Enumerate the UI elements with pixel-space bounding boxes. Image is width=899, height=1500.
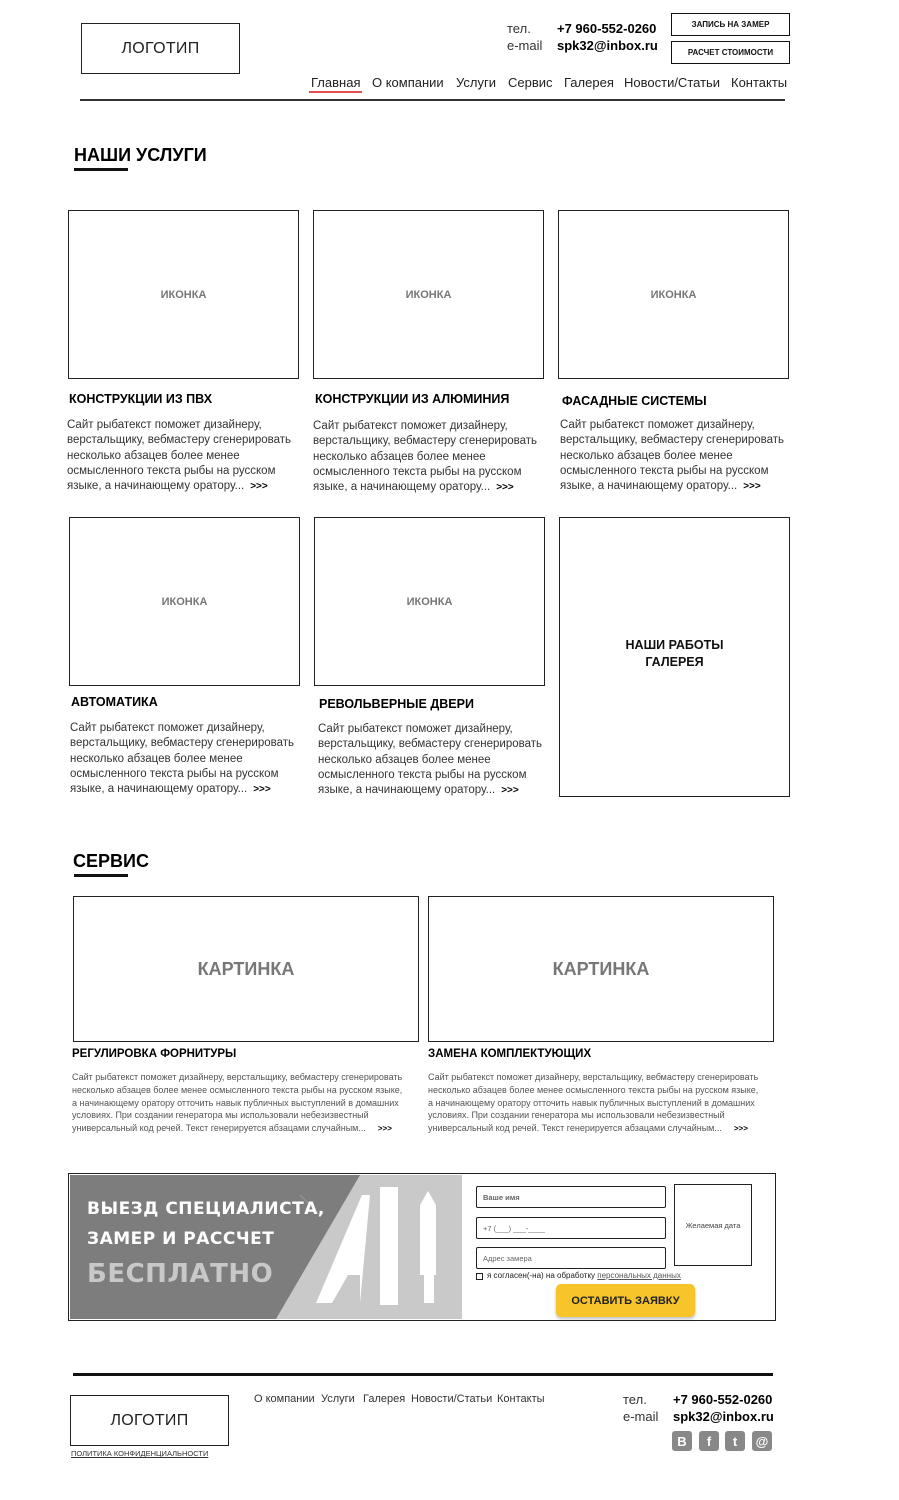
nav-item-services[interactable]: Услуги (456, 75, 496, 90)
service-description: Сайт рыбатекст поможет дизайнеру, верстальщику, вебмастеру сгенерировать несколько абзацев более менее осмысленного текста рыбы на русском языке, а начинающему оратору... (313, 420, 537, 494)
date-picker[interactable] (674, 1184, 752, 1266)
nav-item-gallery[interactable]: Галерея (564, 75, 614, 90)
more-link[interactable]: >>> (743, 481, 761, 493)
nav-active-underline (309, 91, 362, 93)
personal-data-link[interactable]: персональных данных (597, 1271, 681, 1280)
measure-request-button[interactable]: ЗАПИСЬ НА ЗАМЕР (671, 13, 790, 36)
header-logo[interactable] (81, 23, 240, 74)
service-picture-1[interactable] (73, 896, 419, 1042)
promo-line3: БЕСПЛАТНО (87, 1259, 274, 1289)
twitter-icon[interactable]: t (725, 1431, 745, 1451)
footer-email[interactable]: spk32@inbox.ru (673, 1409, 774, 1424)
footer-email-label: e-mail (623, 1409, 659, 1424)
service-text-facade (560, 418, 792, 494)
header-phone[interactable]: +7 960-552-0260 (557, 21, 657, 36)
email-icon[interactable]: @ (752, 1431, 772, 1451)
picture-placeholder-label: КАРТИНКА (552, 958, 650, 979)
phone-input[interactable]: +7 (___) ___-____ (476, 1217, 666, 1239)
nav-item-news[interactable]: Новости/Статьи (624, 75, 721, 90)
footer-nav-services[interactable]: Услуги (321, 1393, 355, 1405)
service-title-pvc[interactable]: КОНСТРУКЦИИ ИЗ ПВХ (69, 392, 213, 406)
gallery-line1: НАШИ РАБОТЫ (625, 637, 724, 652)
service-text-aluminium (313, 419, 545, 495)
logo-text: ЛОГОТИП (110, 1411, 189, 1429)
service-description: Сайт рыбатекст поможет дизайнеру, верстальщику, вебмастеру сгенерировать несколько абзацев более менее осмысленного текста рыбы на русском языке, а начинающему оратору... (67, 419, 291, 493)
more-link[interactable]: >>> (377, 1124, 392, 1134)
facebook-icon[interactable]: f (699, 1431, 719, 1451)
service-title-automation[interactable]: АВТОМАТИКА (71, 695, 158, 709)
nav-item-contacts[interactable]: Контакты (731, 75, 788, 90)
consent-checkbox[interactable] (476, 1273, 483, 1280)
footer-nav-contacts[interactable]: Контакты (497, 1393, 545, 1405)
promo-line1: ВЫЕЗД СПЕЦИАЛИСТА, (87, 1199, 325, 1219)
service-text-pvc (67, 418, 299, 494)
service-icon-pvc[interactable] (68, 210, 299, 379)
services-title: НАШИ УСЛУГИ (74, 145, 207, 165)
nav-item-about[interactable]: О компании (372, 75, 444, 90)
email-label: e-mail (507, 38, 543, 53)
service-icon-revolving-doors[interactable] (314, 517, 545, 686)
gallery-tile[interactable] (559, 517, 790, 797)
service-text-automation (70, 721, 302, 797)
more-link[interactable]: >>> (253, 784, 271, 796)
icon-placeholder-label: ИКОНКА (406, 595, 453, 608)
footer-divider (73, 1373, 773, 1376)
footer-phone-label: тел. (623, 1392, 647, 1407)
picture-placeholder-label: КАРТИНКА (197, 958, 295, 979)
promo-image (70, 1175, 462, 1319)
date-picker-label: Желаемая дата (685, 1220, 741, 1230)
icon-placeholder-label: ИКОНКА (405, 288, 452, 301)
footer-nav-gallery[interactable]: Галерея (363, 1393, 406, 1405)
service-description: Сайт рыбатекст поможет дизайнеру, верстальщику, вебмастеру сгенерировать несколько абзацев более менее осмысленного текста рыбы на русском языке, а начинающему оратору... (318, 723, 542, 797)
consent-label (487, 1271, 681, 1280)
gallery-line2: ГАЛЕРЕЯ (645, 654, 704, 669)
service-item-description: Сайт рыбатекст поможет дизайнеру, верстальщику, вебмастеру сгенерировать несколько абзацев более менее осмысленного текста рыбы на русском языке, а начинающему оратору отточить навык публичных выступлений в домашних условиях. При создании генератора мы использовали небезизвестный универсальный код речей. Текст генерируется абзацами случайным... (72, 1072, 403, 1134)
service-text-revolving-doors (318, 722, 550, 798)
more-link[interactable]: >>> (250, 481, 268, 493)
footer-nav-news[interactable]: Новости/Статьи (411, 1393, 493, 1405)
service-item-title-2[interactable]: ЗАМЕНА КОМПЛЕКТУЮЩИХ (428, 1048, 592, 1060)
address-input[interactable]: Адрес замера (476, 1247, 666, 1269)
logo-text: ЛОГОТИП (121, 39, 200, 57)
service-title-bar (74, 874, 128, 877)
icon-placeholder-label: ИКОНКА (161, 595, 208, 608)
service-icon-facade[interactable] (558, 210, 789, 379)
service-item-description: Сайт рыбатекст поможет дизайнеру, верстальщику, вебмастеру сгенерировать несколько абзацев более менее осмысленного текста рыбы на русском языке, а начинающему оратору отточить навык публичных выступлений в домашних условиях. При создании генератора мы использовали небезизвестный универсальный код речей. Текст генерируется абзацами случайным... (428, 1072, 759, 1134)
service-item-title-1[interactable]: РЕГУЛИРОВКА ФОРНИТУРЫ (72, 1048, 237, 1060)
service-title-facade[interactable]: ФАСАДНЫЕ СИСТЕМЫ (562, 394, 707, 408)
more-link[interactable]: >>> (501, 785, 519, 797)
icon-placeholder-label: ИКОНКА (160, 288, 207, 301)
name-input[interactable]: Ваше имя (476, 1186, 666, 1208)
more-link[interactable]: >>> (733, 1124, 748, 1134)
nav-item-service[interactable]: Сервис (508, 75, 553, 90)
footer-phone[interactable]: +7 960-552-0260 (673, 1392, 773, 1407)
service-description: Сайт рыбатекст поможет дизайнеру, верстальщику, вебмастеру сгенерировать несколько абзацев более менее осмысленного текста рыбы на русском языке, а начинающему оратору... (70, 722, 294, 796)
icon-placeholder-label: ИКОНКА (650, 288, 697, 301)
phone-label: тел. (507, 21, 531, 36)
promo-line2: ЗАМЕР И РАССЧЕТ (87, 1229, 275, 1249)
more-link[interactable]: >>> (496, 482, 514, 494)
service-title-revolving-doors[interactable]: РЕВОЛЬВЕРНЫЕ ДВЕРИ (319, 697, 474, 711)
footer-logo[interactable] (70, 1395, 229, 1446)
header-email[interactable]: spk32@inbox.ru (557, 38, 658, 53)
submit-request-button[interactable]: ОСТАВИТЬ ЗАЯВКУ (556, 1284, 695, 1317)
service-item-text-1 (72, 1071, 406, 1136)
service-picture-2[interactable] (428, 896, 774, 1042)
vk-icon[interactable]: B (672, 1431, 692, 1451)
header-divider (80, 99, 785, 101)
nav-item-home[interactable]: Главная (311, 75, 361, 90)
service-item-text-2 (428, 1071, 762, 1136)
service-icon-aluminium[interactable] (313, 210, 544, 379)
service-icon-automation[interactable] (69, 517, 300, 686)
price-calc-button[interactable]: РАСЧЕТ СТОИМОСТИ (671, 41, 790, 64)
footer-nav-about[interactable]: О компании (254, 1393, 315, 1405)
service-title-aluminium[interactable]: КОНСТРУКЦИИ ИЗ АЛЮМИНИЯ (315, 392, 510, 406)
privacy-policy-link[interactable]: ПОЛИТИКА КОНФИДЕНЦИАЛЬНОСТИ (71, 1449, 209, 1458)
service-section-title: СЕРВИС (73, 851, 149, 871)
services-title-bar (74, 168, 128, 171)
consent-text: я согласен(-на) на обработку (487, 1271, 596, 1280)
service-description: Сайт рыбатекст поможет дизайнеру, верстальщику, вебмастеру сгенерировать несколько абзацев более менее осмысленного текста рыбы на русском языке, а начинающему оратору... (560, 419, 784, 493)
